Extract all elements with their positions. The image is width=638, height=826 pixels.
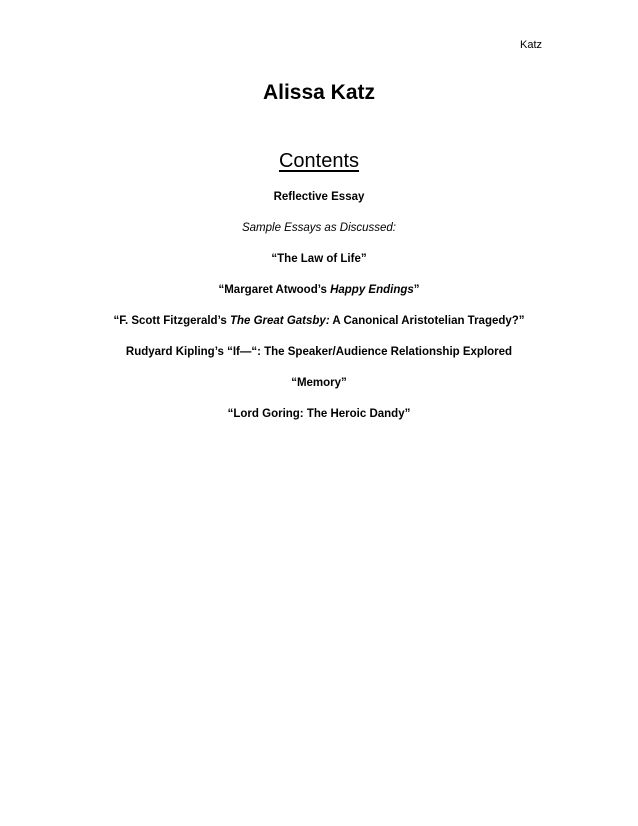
contents-heading-text: Contents bbox=[278, 150, 360, 172]
toc-item-lord-goring: “Lord Goring: The Heroic Dandy” bbox=[227, 408, 411, 420]
author-name: Alissa Katz bbox=[262, 81, 376, 104]
toc-item-gatsby-prefix: “F. Scott Fitzgerald’s bbox=[113, 315, 230, 327]
toc-item-reflective-essay: Reflective Essay bbox=[273, 191, 365, 203]
toc-item-gatsby bbox=[0, 314, 638, 329]
toc-item-memory: “Memory” bbox=[291, 377, 347, 389]
contents-heading bbox=[0, 148, 638, 174]
toc-item-law-of-life: “The Law of Life” bbox=[271, 253, 367, 265]
toc-item-gatsby-title: The Great Gatsby: bbox=[229, 315, 330, 327]
toc-item-atwood bbox=[0, 283, 638, 298]
running-header: Katz bbox=[519, 39, 542, 51]
toc-item-atwood-prefix: “Margaret Atwood’s bbox=[218, 284, 331, 296]
toc-sample-essays-note: Sample Essays as Discussed: bbox=[241, 222, 397, 234]
toc-item-atwood-title: Happy Endings bbox=[330, 284, 414, 296]
toc-item-atwood-suffix: ” bbox=[413, 284, 420, 296]
toc-item-gatsby-suffix: A Canonical Aristotelian Tragedy?” bbox=[329, 315, 525, 327]
table-of-contents bbox=[0, 190, 638, 438]
toc-item-kipling: Rudyard Kipling’s “If—“: The Speaker/Audience Relationship Explored bbox=[125, 346, 513, 358]
